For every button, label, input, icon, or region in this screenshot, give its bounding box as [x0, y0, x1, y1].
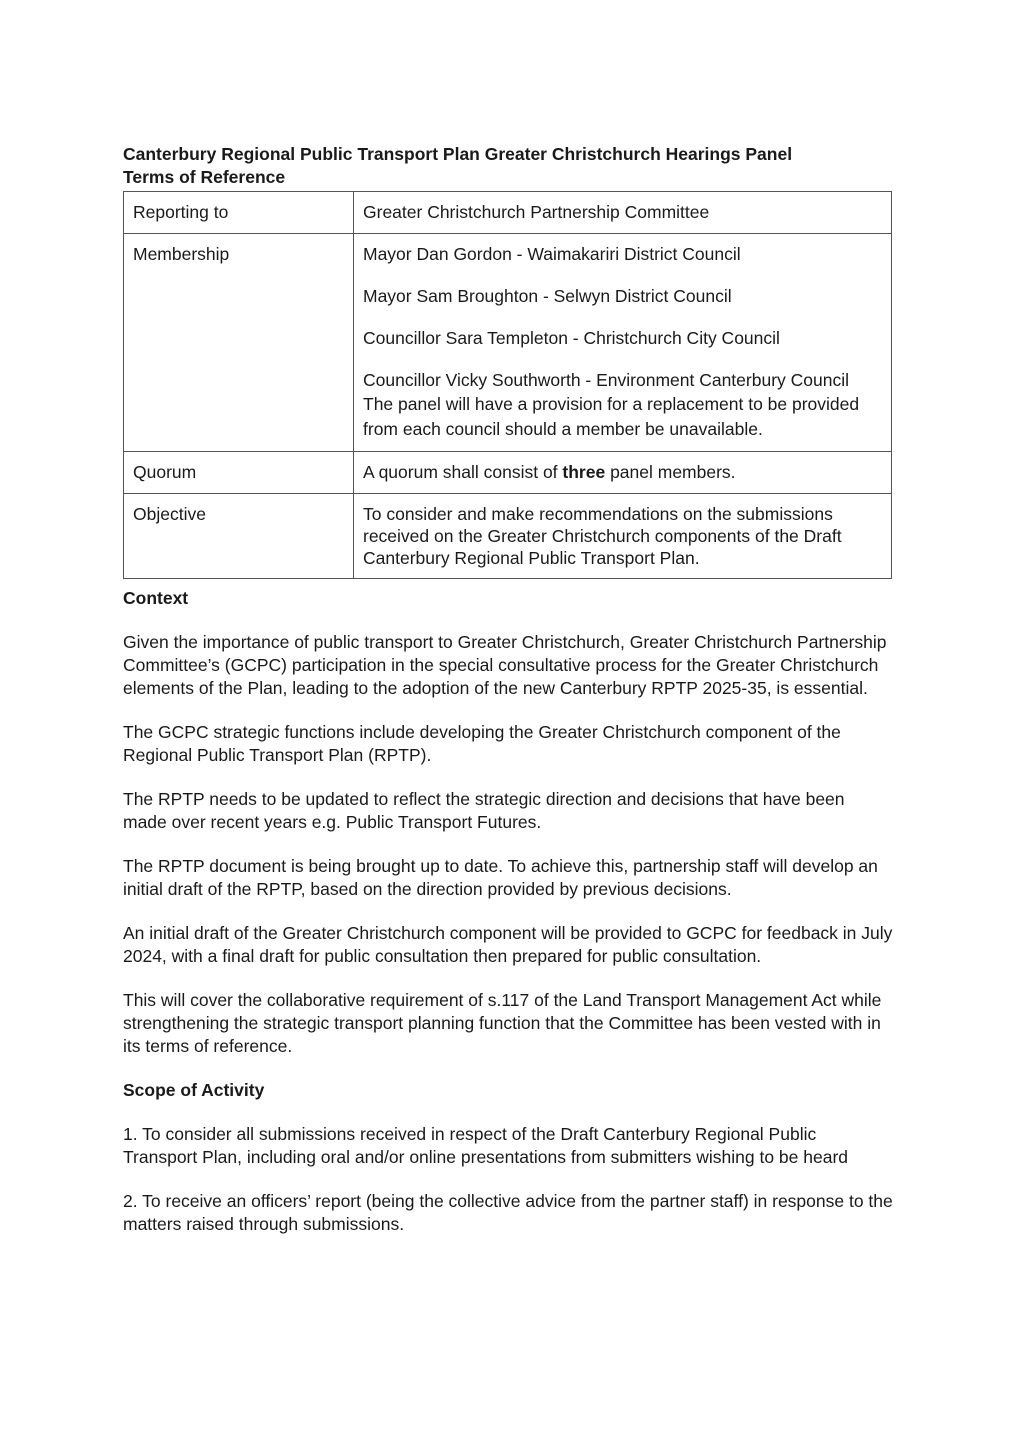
document-title [123, 143, 893, 189]
context-paragraph: An initial draft of the Greater Christchurch component will be provided to GCPC for feedback in July 2024, with a final draft for public consultation then prepared for public consultation. [123, 923, 893, 966]
table-row-quorum [124, 452, 892, 494]
membership-label: Membership [124, 234, 354, 452]
member-item: Mayor Dan Gordon - Waimakariri District Council [363, 244, 741, 264]
scope-heading: Scope of Activity [123, 1080, 265, 1100]
reporting-label: Reporting to [124, 192, 354, 234]
title-line-2: Terms of Reference [123, 167, 286, 187]
context-paragraph: The RPTP needs to be updated to reflect the strategic direction and decisions that have been made over recent years e.g. Public Transport Futures. [123, 789, 845, 832]
table-row-reporting [124, 192, 892, 234]
reporting-value: Greater Christchurch Partnership Committee [354, 192, 892, 234]
quorum-label: Quorum [124, 452, 354, 494]
objective-value: To consider and make recommendations on the submissions received on the Greater Christchurch components of the Draft Canterbury Regional Public Transport Plan. [354, 494, 892, 579]
membership-note: The panel will have a provision for a replacement to be provided from each council should a member be unavailable. [363, 394, 860, 439]
scope-item: 2. To receive an officers’ report (being the collective advice from the partner staff) in response to the matters raised through submissions. [123, 1191, 893, 1234]
quorum-text-pre: A quorum shall consist of [363, 462, 563, 482]
document-page [123, 143, 893, 1236]
objective-label: Objective [124, 494, 354, 579]
quorum-value [354, 452, 892, 494]
scope-item: 1. To consider all submissions received in respect of the Draft Canterbury Regional Public Transport Plan, including oral and/or online presentations from submitters wishing to be heard [123, 1124, 849, 1167]
title-line-1: Canterbury Regional Public Transport Plan Greater Christchurch Hearings Panel [123, 144, 793, 164]
context-paragraph: Given the importance of public transport to Greater Christchurch, Greater Christchurch Partnership Committee’s (GCPC) participation in the special consultative process for the Greater Christchurch elements of the Plan, leading to the adoption of the new Canterbury RPTP 2025-35, is essential. [123, 632, 887, 698]
context-heading: Context [123, 588, 189, 608]
table-row-membership [124, 234, 892, 452]
context-paragraph: The RPTP document is being brought up to date. To achieve this, partnership staff will develop an initial draft of the RPTP, based on the direction provided by previous decisions. [123, 856, 878, 899]
terms-table [123, 191, 892, 579]
context-paragraph: This will cover the collaborative requirement of s.117 of the Land Transport Management Act while strengthening the strategic transport planning function that the Committee has been vested with in its terms of reference. [123, 990, 882, 1056]
member-item: Mayor Sam Broughton - Selwyn District Council [363, 286, 732, 306]
membership-value [354, 234, 892, 452]
member-item: Councillor Sara Templeton - Christchurch City Council [363, 328, 780, 348]
member-item: Councillor Vicky Southworth - Environment Canterbury Council [363, 370, 850, 390]
quorum-text-post: panel members. [605, 462, 736, 482]
quorum-count: three [562, 462, 606, 482]
context-paragraph: The GCPC strategic functions include developing the Greater Christchurch component of the Regional Public Transport Plan (RPTP). [123, 722, 841, 765]
table-row-objective [124, 494, 892, 579]
